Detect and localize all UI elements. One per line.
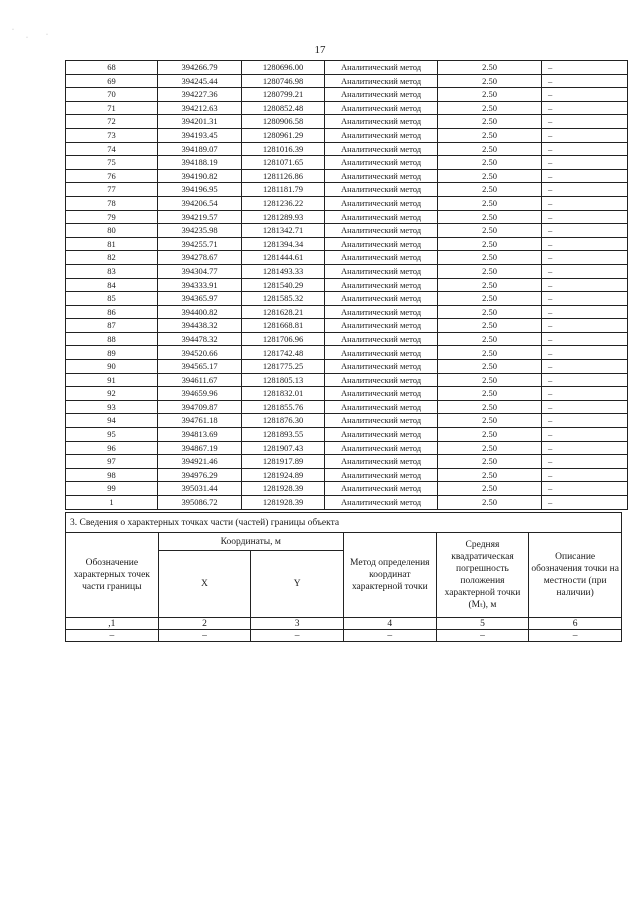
column-number: 4 — [343, 618, 436, 630]
table-row — [66, 400, 628, 414]
point-number-cell: 76 — [66, 169, 158, 183]
coordinates-table — [65, 60, 628, 510]
y-coordinate-cell: 1281016.39 — [242, 142, 325, 156]
table-row — [66, 169, 628, 183]
point-number-cell: 85 — [66, 292, 158, 306]
column-number: 5 — [436, 618, 529, 630]
x-coordinate-cell: 394193.45 — [158, 128, 242, 142]
method-cell: Аналитический метод — [325, 455, 438, 469]
x-coordinate-cell: 394255.71 — [158, 237, 242, 251]
method-cell: Аналитический метод — [325, 319, 438, 333]
empty-cell: – — [529, 630, 622, 642]
point-number-cell: 72 — [66, 115, 158, 129]
table-row — [66, 196, 628, 210]
y-coordinate-cell: 1280852.48 — [242, 101, 325, 115]
y-coordinate-cell: 1281928.39 — [242, 496, 325, 510]
error-cell: 2.50 — [438, 278, 542, 292]
scan-speck: · — [26, 35, 28, 41]
description-cell: – — [542, 455, 628, 469]
method-cell: Аналитический метод — [325, 387, 438, 401]
description-cell: – — [542, 346, 628, 360]
point-number-cell: 70 — [66, 88, 158, 102]
table-row — [66, 319, 628, 333]
error-cell: 2.50 — [438, 264, 542, 278]
description-cell: – — [542, 305, 628, 319]
description-cell: – — [542, 264, 628, 278]
coordinates-table-body — [66, 61, 628, 510]
point-number-cell: 82 — [66, 251, 158, 265]
description-cell: – — [542, 278, 628, 292]
description-cell: – — [542, 128, 628, 142]
method-cell: Аналитический метод — [325, 360, 438, 374]
table-row — [66, 101, 628, 115]
point-number-cell: 73 — [66, 128, 158, 142]
point-number-cell: 69 — [66, 74, 158, 88]
x-coordinate-cell: 394190.82 — [158, 169, 242, 183]
table-row — [66, 428, 628, 442]
error-cell: 2.50 — [438, 496, 542, 510]
y-coordinate-cell: 1281775.25 — [242, 360, 325, 374]
method-cell: Аналитический метод — [325, 346, 438, 360]
description-cell: – — [542, 156, 628, 170]
description-cell: – — [542, 196, 628, 210]
header-designation: Обозначение характерных точек части границы — [66, 533, 159, 618]
table-row — [66, 278, 628, 292]
point-number-cell: 87 — [66, 319, 158, 333]
y-coordinate-cell: 1281394.34 — [242, 237, 325, 251]
section-title: 3. Сведения о характерных точках части (частей) границы объекта — [66, 513, 622, 533]
method-cell: Аналитический метод — [325, 128, 438, 142]
description-cell: – — [542, 373, 628, 387]
x-coordinate-cell: 394266.79 — [158, 61, 242, 75]
scan-speck: · — [46, 32, 48, 38]
empty-cell: – — [251, 630, 344, 642]
y-coordinate-cell: 1281907.43 — [242, 441, 325, 455]
table-row — [66, 128, 628, 142]
x-coordinate-cell: 394219.57 — [158, 210, 242, 224]
header-method: Метод определения координат характерной точки — [343, 533, 436, 618]
y-coordinate-cell: 1280906.58 — [242, 115, 325, 129]
point-number-cell: 92 — [66, 387, 158, 401]
method-cell: Аналитический метод — [325, 468, 438, 482]
table-row — [66, 468, 628, 482]
x-coordinate-cell: 394438.32 — [158, 319, 242, 333]
y-coordinate-cell: 1281805.13 — [242, 373, 325, 387]
table-row — [66, 74, 628, 88]
x-coordinate-cell: 394206.54 — [158, 196, 242, 210]
method-cell: Аналитический метод — [325, 196, 438, 210]
point-number-cell: 94 — [66, 414, 158, 428]
method-cell: Аналитический метод — [325, 292, 438, 306]
point-number-cell: 95 — [66, 428, 158, 442]
error-cell: 2.50 — [438, 237, 542, 251]
table-row — [66, 373, 628, 387]
error-cell: 2.50 — [438, 428, 542, 442]
error-cell: 2.50 — [438, 319, 542, 333]
method-cell: Аналитический метод — [325, 88, 438, 102]
x-coordinate-cell: 394813.69 — [158, 428, 242, 442]
point-number-cell: 84 — [66, 278, 158, 292]
y-coordinate-cell: 1281289.93 — [242, 210, 325, 224]
y-coordinate-cell: 1281126.86 — [242, 169, 325, 183]
empty-cell: – — [66, 630, 159, 642]
table-row — [66, 88, 628, 102]
x-coordinate-cell: 394478.32 — [158, 332, 242, 346]
point-number-cell: 81 — [66, 237, 158, 251]
x-coordinate-cell: 394520.66 — [158, 346, 242, 360]
method-cell: Аналитический метод — [325, 61, 438, 75]
y-coordinate-cell: 1281855.76 — [242, 400, 325, 414]
table-row — [66, 387, 628, 401]
description-cell: – — [542, 496, 628, 510]
error-cell: 2.50 — [438, 156, 542, 170]
error-cell: 2.50 — [438, 251, 542, 265]
method-cell: Аналитический метод — [325, 441, 438, 455]
error-cell: 2.50 — [438, 183, 542, 197]
part-boundary-table — [65, 512, 622, 642]
method-cell: Аналитический метод — [325, 400, 438, 414]
point-number-cell: 77 — [66, 183, 158, 197]
y-coordinate-cell: 1281236.22 — [242, 196, 325, 210]
y-coordinate-cell: 1281917.89 — [242, 455, 325, 469]
y-coordinate-cell: 1280961.29 — [242, 128, 325, 142]
table-row — [66, 346, 628, 360]
description-cell: – — [542, 319, 628, 333]
table-row — [66, 237, 628, 251]
point-number-cell: 78 — [66, 196, 158, 210]
header-y: Y — [251, 551, 344, 618]
method-cell: Аналитический метод — [325, 264, 438, 278]
description-cell: – — [542, 101, 628, 115]
table-row — [66, 441, 628, 455]
y-coordinate-cell: 1281832.01 — [242, 387, 325, 401]
error-cell: 2.50 — [438, 142, 542, 156]
header-error: Средняя квадратическая погрешность положения характерной точки (Mₜ), м — [436, 533, 529, 618]
empty-cell: – — [436, 630, 529, 642]
point-number-cell: 75 — [66, 156, 158, 170]
method-cell: Аналитический метод — [325, 74, 438, 88]
table-row — [66, 264, 628, 278]
error-cell: 2.50 — [438, 346, 542, 360]
point-number-cell: 97 — [66, 455, 158, 469]
y-coordinate-cell: 1280696.00 — [242, 61, 325, 75]
table-row — [66, 115, 628, 129]
description-cell: – — [542, 482, 628, 496]
description-cell: – — [542, 360, 628, 374]
method-cell: Аналитический метод — [325, 169, 438, 183]
error-cell: 2.50 — [438, 74, 542, 88]
method-cell: Аналитический метод — [325, 373, 438, 387]
x-coordinate-cell: 394245.44 — [158, 74, 242, 88]
point-number-cell: 79 — [66, 210, 158, 224]
table-row — [66, 332, 628, 346]
error-cell: 2.50 — [438, 414, 542, 428]
point-number-cell: 71 — [66, 101, 158, 115]
y-coordinate-cell: 1280746.98 — [242, 74, 325, 88]
description-cell: – — [542, 183, 628, 197]
y-coordinate-cell: 1281071.65 — [242, 156, 325, 170]
method-cell: Аналитический метод — [325, 115, 438, 129]
x-coordinate-cell: 394196.95 — [158, 183, 242, 197]
point-number-cell: 1 — [66, 496, 158, 510]
method-cell: Аналитический метод — [325, 251, 438, 265]
point-number-cell: 98 — [66, 468, 158, 482]
table-row — [66, 224, 628, 238]
table-row — [66, 305, 628, 319]
x-coordinate-cell: 394201.31 — [158, 115, 242, 129]
method-cell: Аналитический метод — [325, 496, 438, 510]
method-cell: Аналитический метод — [325, 183, 438, 197]
header-description: Описание обозначения точки на местности (при наличии) — [529, 533, 622, 618]
table-row — [66, 455, 628, 469]
y-coordinate-cell: 1281628.21 — [242, 305, 325, 319]
error-cell: 2.50 — [438, 360, 542, 374]
error-cell: 2.50 — [438, 305, 542, 319]
table-row — [66, 482, 628, 496]
x-coordinate-cell: 394976.29 — [158, 468, 242, 482]
method-cell: Аналитический метод — [325, 332, 438, 346]
description-cell: – — [542, 428, 628, 442]
description-cell: – — [542, 441, 628, 455]
x-coordinate-cell: 394709.87 — [158, 400, 242, 414]
description-cell: – — [542, 74, 628, 88]
y-coordinate-cell: 1281893.55 — [242, 428, 325, 442]
x-coordinate-cell: 394188.19 — [158, 156, 242, 170]
table-row — [66, 156, 628, 170]
error-cell: 2.50 — [438, 196, 542, 210]
x-coordinate-cell: 394921.46 — [158, 455, 242, 469]
y-coordinate-cell: 1281668.81 — [242, 319, 325, 333]
point-number-cell: 99 — [66, 482, 158, 496]
x-coordinate-cell: 394333.91 — [158, 278, 242, 292]
error-cell: 2.50 — [438, 373, 542, 387]
error-cell: 2.50 — [438, 115, 542, 129]
description-cell: – — [542, 61, 628, 75]
error-cell: 2.50 — [438, 400, 542, 414]
x-coordinate-cell: 394400.82 — [158, 305, 242, 319]
table-row — [66, 414, 628, 428]
description-cell: – — [542, 210, 628, 224]
point-number-cell: 74 — [66, 142, 158, 156]
method-cell: Аналитический метод — [325, 210, 438, 224]
y-coordinate-cell: 1281742.48 — [242, 346, 325, 360]
table-row — [66, 183, 628, 197]
description-cell: – — [542, 237, 628, 251]
x-coordinate-cell: 394227.36 — [158, 88, 242, 102]
y-coordinate-cell: 1281444.61 — [242, 251, 325, 265]
x-coordinate-cell: 394565.17 — [158, 360, 242, 374]
error-cell: 2.50 — [438, 224, 542, 238]
scan-speck: · — [12, 27, 14, 33]
column-number: 3 — [251, 618, 344, 630]
table-row — [66, 496, 628, 510]
x-coordinate-cell: 395086.72 — [158, 496, 242, 510]
description-cell: – — [542, 332, 628, 346]
error-cell: 2.50 — [438, 169, 542, 183]
header-coordinates: Координаты, м — [158, 533, 343, 551]
table-row — [66, 210, 628, 224]
header-x: X — [158, 551, 251, 618]
method-cell: Аналитический метод — [325, 237, 438, 251]
x-coordinate-cell: 394278.67 — [158, 251, 242, 265]
table-row — [66, 292, 628, 306]
description-cell: – — [542, 88, 628, 102]
x-coordinate-cell: 395031.44 — [158, 482, 242, 496]
y-coordinate-cell: 1281342.71 — [242, 224, 325, 238]
description-cell: – — [542, 142, 628, 156]
method-cell: Аналитический метод — [325, 482, 438, 496]
y-coordinate-cell: 1281540.29 — [242, 278, 325, 292]
error-cell: 2.50 — [438, 387, 542, 401]
point-number-cell: 90 — [66, 360, 158, 374]
point-number-cell: 80 — [66, 224, 158, 238]
column-number: 2 — [158, 618, 251, 630]
method-cell: Аналитический метод — [325, 101, 438, 115]
description-cell: – — [542, 468, 628, 482]
empty-cell: – — [343, 630, 436, 642]
point-number-cell: 83 — [66, 264, 158, 278]
y-coordinate-cell: 1281493.33 — [242, 264, 325, 278]
point-number-cell: 68 — [66, 61, 158, 75]
x-coordinate-cell: 394365.97 — [158, 292, 242, 306]
method-cell: Аналитический метод — [325, 156, 438, 170]
column-number: 6 — [529, 618, 622, 630]
x-coordinate-cell: 394189.07 — [158, 142, 242, 156]
table-row — [66, 360, 628, 374]
description-cell: – — [542, 414, 628, 428]
method-cell: Аналитический метод — [325, 278, 438, 292]
description-cell: – — [542, 224, 628, 238]
point-number-cell: 88 — [66, 332, 158, 346]
error-cell: 2.50 — [438, 482, 542, 496]
method-cell: Аналитический метод — [325, 224, 438, 238]
description-cell: – — [542, 400, 628, 414]
x-coordinate-cell: 394304.77 — [158, 264, 242, 278]
point-number-cell: 96 — [66, 441, 158, 455]
description-cell: – — [542, 292, 628, 306]
page-number: 17 — [314, 44, 326, 56]
y-coordinate-cell: 1281585.32 — [242, 292, 325, 306]
error-cell: 2.50 — [438, 292, 542, 306]
error-cell: 2.50 — [438, 101, 542, 115]
y-coordinate-cell: 1280799.21 — [242, 88, 325, 102]
point-number-cell: 93 — [66, 400, 158, 414]
error-cell: 2.50 — [438, 128, 542, 142]
error-cell: 2.50 — [438, 441, 542, 455]
x-coordinate-cell: 394761.18 — [158, 414, 242, 428]
table-row — [66, 251, 628, 265]
method-cell: Аналитический метод — [325, 142, 438, 156]
error-cell: 2.50 — [438, 61, 542, 75]
error-cell: 2.50 — [438, 210, 542, 224]
empty-cell: – — [158, 630, 251, 642]
x-coordinate-cell: 394212.63 — [158, 101, 242, 115]
description-cell: – — [542, 169, 628, 183]
y-coordinate-cell: 1281181.79 — [242, 183, 325, 197]
point-number-cell: 89 — [66, 346, 158, 360]
table-row — [66, 142, 628, 156]
point-number-cell: 86 — [66, 305, 158, 319]
y-coordinate-cell: 1281924.89 — [242, 468, 325, 482]
point-number-cell: 91 — [66, 373, 158, 387]
x-coordinate-cell: 394867.19 — [158, 441, 242, 455]
x-coordinate-cell: 394611.67 — [158, 373, 242, 387]
method-cell: Аналитический метод — [325, 428, 438, 442]
table-row — [66, 61, 628, 75]
error-cell: 2.50 — [438, 332, 542, 346]
column-number: ,1 — [66, 618, 159, 630]
description-cell: – — [542, 251, 628, 265]
x-coordinate-cell: 394235.98 — [158, 224, 242, 238]
error-cell: 2.50 — [438, 468, 542, 482]
y-coordinate-cell: 1281706.96 — [242, 332, 325, 346]
description-cell: – — [542, 387, 628, 401]
error-cell: 2.50 — [438, 88, 542, 102]
x-coordinate-cell: 394659.96 — [158, 387, 242, 401]
description-cell: – — [542, 115, 628, 129]
method-cell: Аналитический метод — [325, 414, 438, 428]
y-coordinate-cell: 1281928.39 — [242, 482, 325, 496]
error-cell: 2.50 — [438, 455, 542, 469]
method-cell: Аналитический метод — [325, 305, 438, 319]
y-coordinate-cell: 1281876.30 — [242, 414, 325, 428]
